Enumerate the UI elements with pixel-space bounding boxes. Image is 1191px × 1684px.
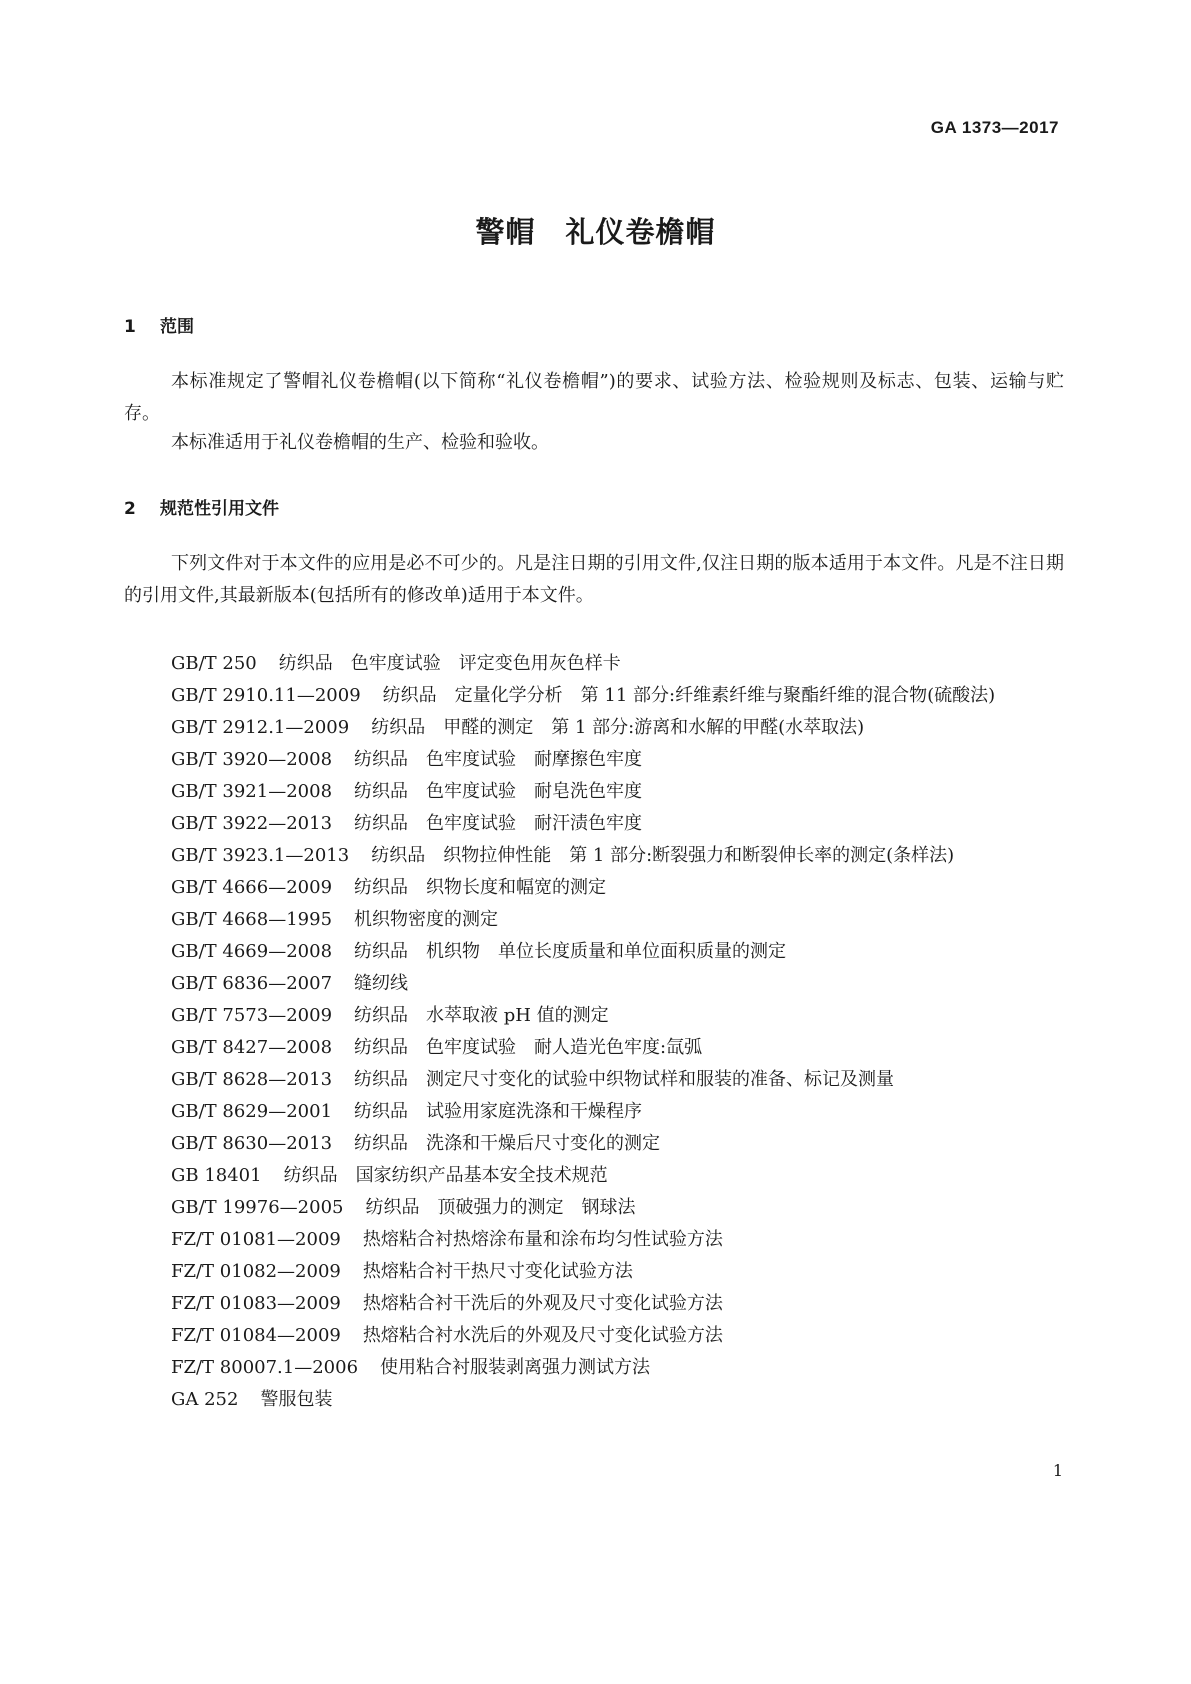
section-heading-normative-references [124, 494, 279, 519]
reference-title: 缝纫线 [354, 973, 409, 994]
reference-title: 纺织品 机织物 单位长度质量和单位面积质量的测定 [354, 941, 787, 962]
page-number: 1 [1052, 1461, 1063, 1480]
reference-title: 纺织品 试验用家庭洗涤和干燥程序 [354, 1101, 643, 1122]
reference-title: 纺织品 顶破强力的测定 钢球法 [365, 1197, 636, 1218]
references-intro-paragraph: 下列文件对于本文件的应用是必不可少的。凡是注日期的引用文件,仅注日期的版本适用于本文件。凡是不注日期的引用文件,其最新版本(包括所有的修改单)适用于本文件。 [124, 553, 1064, 606]
reference-title: 使用粘合衬服装剥离强力测试方法 [380, 1357, 651, 1378]
reference-code: GB/T 6836—2007 [171, 973, 333, 994]
reference-item [124, 1064, 1064, 1096]
reference-item [124, 904, 1064, 936]
section-number: 2 [124, 499, 136, 519]
reference-item [124, 1096, 1064, 1128]
reference-title: 热熔粘合衬热熔涂布量和涂布均匀性试验方法 [362, 1229, 723, 1250]
reference-code: GB/T 3923.1—2013 [171, 845, 350, 866]
reference-item [124, 808, 1064, 840]
reference-code: FZ/T 01083—2009 [171, 1293, 341, 1314]
scope-paragraph: 本标准规定了警帽礼仪卷檐帽(以下简称“礼仪卷檐帽”)的要求、试验方法、检验规则及标志、包装、运输与贮存。 [124, 371, 1064, 424]
reference-title: 纺织品 洗涤和干燥后尺寸变化的测定 [354, 1133, 661, 1154]
section-heading-scope [124, 312, 194, 337]
reference-item [124, 680, 1064, 712]
reference-title: 热熔粘合衬水洗后的外观及尺寸变化试验方法 [362, 1325, 723, 1346]
reference-code: FZ/T 01084—2009 [171, 1325, 341, 1346]
reference-code: GB/T 3921—2008 [171, 781, 333, 802]
reference-title: 热熔粘合衬干洗后的外观及尺寸变化试验方法 [362, 1293, 723, 1314]
reference-item [124, 1256, 1064, 1288]
reference-code: GB/T 4668—1995 [171, 909, 333, 930]
reference-item [124, 1000, 1064, 1032]
reference-code: GB/T 8427—2008 [171, 1037, 333, 1058]
reference-item [124, 1224, 1064, 1256]
reference-code: FZ/T 01082—2009 [171, 1261, 341, 1282]
reference-title: 热熔粘合衬干热尺寸变化试验方法 [362, 1261, 633, 1282]
reference-title: 纺织品 水萃取液 pH 值的测定 [354, 1005, 609, 1026]
reference-code: FZ/T 01081—2009 [171, 1229, 341, 1250]
reference-code: GB/T 19976—2005 [171, 1197, 344, 1218]
reference-item [124, 1384, 1064, 1416]
document-title: 警帽 礼仪卷檐帽 [475, 215, 716, 249]
section-title: 规范性引用文件 [160, 499, 279, 519]
reference-title: 纺织品 织物长度和幅宽的测定 [354, 877, 607, 898]
reference-code: GB/T 4669—2008 [171, 941, 333, 962]
reference-item [124, 776, 1064, 808]
reference-item [124, 1128, 1064, 1160]
reference-item [124, 744, 1064, 776]
reference-title: 纺织品 色牢度试验 耐汗渍色牢度 [354, 813, 643, 834]
reference-item [124, 1032, 1064, 1064]
reference-code: GB 18401 [171, 1165, 262, 1186]
reference-item [124, 648, 1064, 680]
reference-item [124, 1160, 1064, 1192]
reference-title: 纺织品 甲醛的测定 第 1 部分:游离和水解的甲醛(水萃取法) [371, 717, 865, 738]
reference-list [124, 648, 1064, 1416]
reference-code: GB/T 2910.11—2009 [171, 685, 361, 706]
reference-code: GB/T 8628—2013 [171, 1069, 333, 1090]
reference-code: GB/T 3920—2008 [171, 749, 333, 770]
reference-title: 纺织品 色牢度试验 耐摩擦色牢度 [354, 749, 643, 770]
standard-code: GA 1373—2017 [930, 118, 1059, 137]
reference-code: GB/T 3922—2013 [171, 813, 333, 834]
scope-paragraph: 本标准适用于礼仪卷檐帽的生产、检验和验收。 [171, 432, 549, 453]
reference-title: 警服包装 [260, 1389, 333, 1410]
reference-code: GB/T 250 [171, 653, 257, 674]
reference-title: 纺织品 色牢度试验 耐皂洗色牢度 [354, 781, 643, 802]
reference-title: 纺织品 色牢度试验 评定变色用灰色样卡 [278, 653, 621, 674]
reference-title: 纺织品 国家纺织产品基本安全技术规范 [283, 1165, 608, 1186]
reference-title: 纺织品 测定尺寸变化的试验中织物试样和服装的准备、标记及测量 [354, 1069, 895, 1090]
reference-code: GB/T 4666—2009 [171, 877, 333, 898]
reference-item [124, 1192, 1064, 1224]
reference-title: 机织物密度的测定 [354, 909, 499, 930]
reference-code: GB/T 8629—2001 [171, 1101, 333, 1122]
reference-item [124, 1288, 1064, 1320]
reference-item [124, 712, 1064, 744]
reference-code: GA 252 [171, 1389, 239, 1410]
reference-code: GB/T 7573—2009 [171, 1005, 333, 1026]
reference-title: 纺织品 色牢度试验 耐人造光色牢度:氙弧 [354, 1037, 703, 1058]
reference-code: GB/T 8630—2013 [171, 1133, 333, 1154]
reference-item [124, 1352, 1064, 1384]
section-number: 1 [124, 317, 136, 337]
reference-title: 纺织品 定量化学分析 第 11 部分:纤维素纤维与聚酯纤维的混合物(硫酸法) [382, 685, 996, 706]
reference-item [124, 936, 1064, 968]
reference-code: FZ/T 80007.1—2006 [171, 1357, 359, 1378]
reference-item [124, 872, 1064, 904]
section-title: 范围 [160, 317, 194, 337]
reference-item [124, 840, 1064, 872]
reference-item [124, 1320, 1064, 1352]
reference-item [124, 968, 1064, 1000]
reference-title: 纺织品 织物拉伸性能 第 1 部分:断裂强力和断裂伸长率的测定(条样法) [371, 845, 955, 866]
reference-code: GB/T 2912.1—2009 [171, 717, 350, 738]
